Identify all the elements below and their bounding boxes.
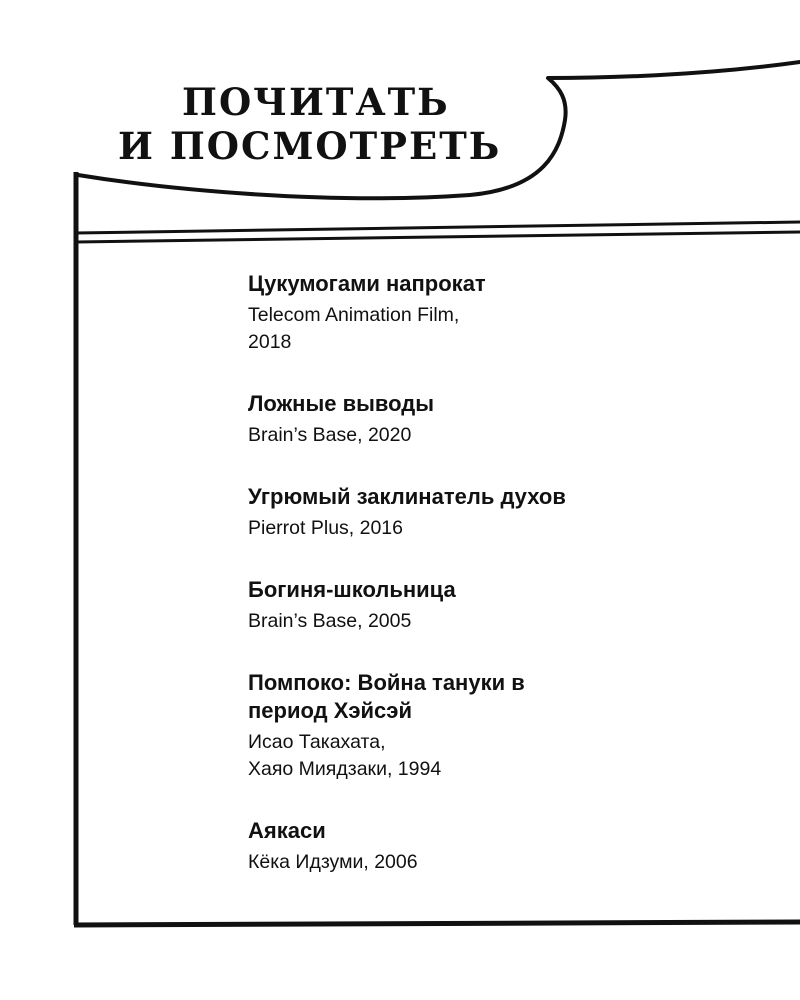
entry-meta	[248, 849, 608, 876]
entry-title: Угрюмый заклинатель духов	[248, 484, 566, 509]
section-title	[118, 80, 538, 168]
entry-meta-line: Brain’s Base, 2005	[248, 610, 412, 632]
section-title-line2: И ПОСМОТРЕТЬ	[118, 124, 502, 168]
list-item	[248, 270, 608, 356]
entry-title: Цукумогами напрокат	[248, 271, 486, 296]
entry-meta	[248, 608, 608, 635]
entry-meta	[248, 422, 608, 449]
entry-meta-line: Кёка Идзуми, 2006	[248, 851, 418, 873]
entry-meta-line: Хаяо Миядзаки, 1994	[248, 758, 442, 780]
entry-meta	[248, 302, 608, 356]
list-item	[248, 390, 608, 449]
entry-meta-line: Исао Такахата,	[248, 731, 386, 753]
entry-title: Ложные выводы	[248, 391, 435, 416]
section-title-line1: ПОЧИТАТЬ	[182, 80, 450, 124]
entry-title: Аякаси	[248, 818, 326, 843]
entry-meta-line: Pierrot Plus, 2016	[248, 517, 404, 539]
entry-meta	[248, 729, 608, 783]
list-item	[248, 576, 608, 635]
entry-title: Помпоко: Война тануки в период Хэйсэй	[248, 670, 525, 723]
entry-title: Богиня-школьница	[248, 577, 456, 602]
entry-meta-line: Telecom Animation Film,	[248, 304, 460, 326]
frame-top-rule-1	[76, 222, 800, 233]
list-item	[248, 483, 608, 542]
frame-bottom-edge	[74, 922, 800, 925]
entry-meta-line: 2018	[248, 331, 292, 353]
list-item	[248, 817, 608, 876]
entry-meta	[248, 515, 608, 542]
recommendation-list	[248, 270, 608, 910]
frame-top-rule-2	[76, 232, 800, 242]
entry-meta-line: Brain’s Base, 2020	[248, 424, 412, 446]
list-item	[248, 669, 608, 783]
